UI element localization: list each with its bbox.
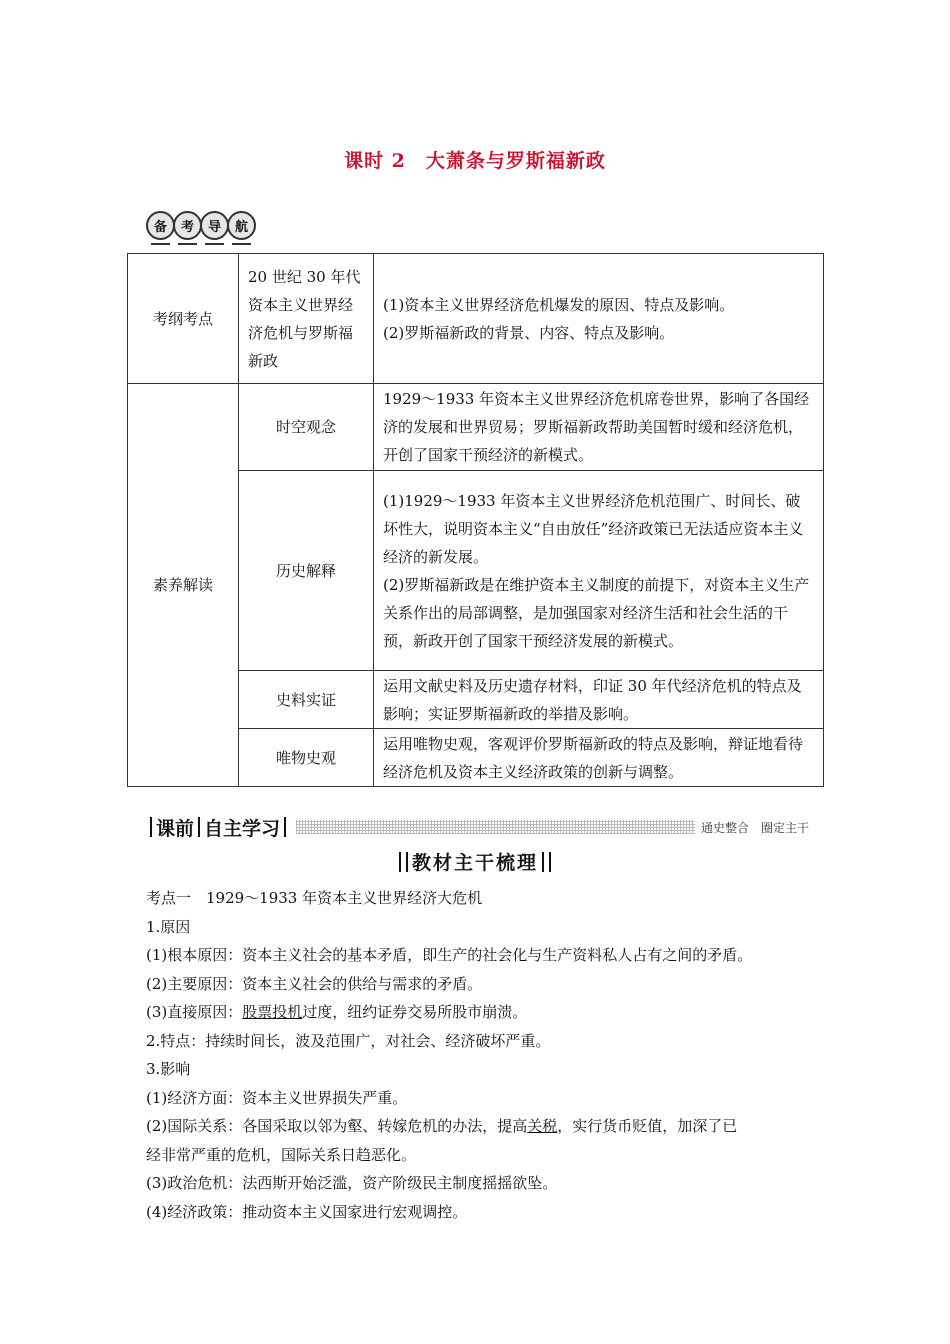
cause-1: (1)根本原因：资本主义社会的基本矛盾，即生产的社会化与生产资料私人占有之间的矛盾。	[146, 946, 753, 964]
lesson-name: 大萧条与罗斯福新政	[425, 150, 606, 172]
effect-1: (1)经济方面：资本主义世界损失严重。	[146, 1088, 408, 1107]
guide-char: 航	[227, 211, 256, 240]
table-row	[128, 254, 824, 384]
exam-points	[374, 254, 824, 384]
key-point: 考点一 1929～1933 年资本主义世界经济大危机	[146, 889, 483, 907]
literacy-text	[374, 471, 824, 671]
guide-table	[127, 253, 824, 787]
content	[146, 884, 836, 1226]
exam-point-1: (1)资本主义世界经济危机爆发的原因、特点及影响。	[383, 295, 735, 314]
literacy-sub: 历史解释	[239, 471, 374, 671]
exam-topic: 20 世纪 30 年代资本主义世界经济危机与罗斯福新政	[239, 254, 374, 384]
table-row	[128, 384, 824, 471]
literacy-text: 运用唯物史观，客观评价罗斯福新政的特点及影响，辩证地看待经济危机及资本主义经济政策的创新与调整。	[374, 729, 824, 787]
cause-2: (2)主要原因：资本主义社会的供给与需求的矛盾。	[146, 974, 483, 993]
lesson-number: 课时 2	[344, 150, 406, 172]
heading-causes: 1.原因	[146, 917, 191, 936]
guide-char: 导	[200, 211, 229, 240]
subsection-text: 教材主干梳理	[411, 852, 538, 874]
section-label-a: 课前	[156, 817, 195, 840]
literacy-sub: 时空观念	[239, 384, 374, 471]
underlined-term: 关税	[527, 1117, 558, 1135]
literacy-para: (2)罗斯福新政是在维护资本主义制度的前提下，对资本主义生产关系作出的局部调整，是加强国家对经济生活和社会生活的干预，新政开创了国家干预经济发展的新模式。	[383, 575, 810, 650]
guide-char: 考	[173, 211, 202, 240]
exam-guide-badge	[146, 211, 254, 240]
effect-3: (3)政治危机：法西斯开始泛滥，资产阶级民主制度摇摇欲坠。	[146, 1174, 558, 1192]
section-tag: 通史整合 圈定主干	[700, 820, 809, 835]
effect-4: (4)经济政策：推动资本主义国家进行宏观调控。	[146, 1202, 468, 1221]
section-header	[146, 813, 813, 841]
section-pattern	[296, 820, 695, 834]
effect-2: (2)国际关系：各国采取以邻为壑、转嫁危机的办法，提高关税，实行货币贬值，加深了已	[146, 1117, 738, 1135]
row-head-literacy: 素养解读	[128, 384, 239, 787]
subsection-title	[0, 848, 950, 875]
heading-effects: 3.影响	[146, 1060, 191, 1078]
literacy-sub: 唯物史观	[239, 729, 374, 787]
literacy-text: 1929～1933 年资本主义世界经济危机席卷世界，影响了各国经济的发展和世界贸易；罗斯福新政帮助美国暂时缓和经济危机，开创了国家干预经济的新模式。	[374, 384, 824, 471]
exam-point-2: (2)罗斯福新政的背景、内容、特点及影响。	[383, 323, 675, 342]
section-label	[146, 814, 290, 841]
underlined-term: 股票投机	[242, 1003, 303, 1021]
literacy-text: 运用文献史料及历史遗存材料，印证 30 年代经济危机的特点及影响；实证罗斯福新政的举措及影响。	[374, 671, 824, 729]
features: 2.特点：持续时间长，波及范围广，对社会、经济破坏严重。	[146, 1031, 551, 1050]
literacy-sub: 史料实证	[239, 671, 374, 729]
effect-2-cont: 经非常严重的危机，国际关系日趋恶化。	[146, 1145, 417, 1164]
literacy-para: (1)1929～1933 年资本主义世界经济危机范围广、时间长、破坏性大，说明资本主义“自由放任”经济政策已无法适应资本主义经济的新发展。	[383, 491, 804, 566]
row-head-exam: 考纲考点	[128, 254, 239, 384]
section-label-b: 自主学习	[204, 817, 281, 840]
page-title	[0, 146, 950, 173]
guide-char: 备	[146, 211, 175, 240]
cause-3: (3)直接原因：股票投机过度，纽约证券交易所股市崩溃。	[146, 1003, 528, 1021]
